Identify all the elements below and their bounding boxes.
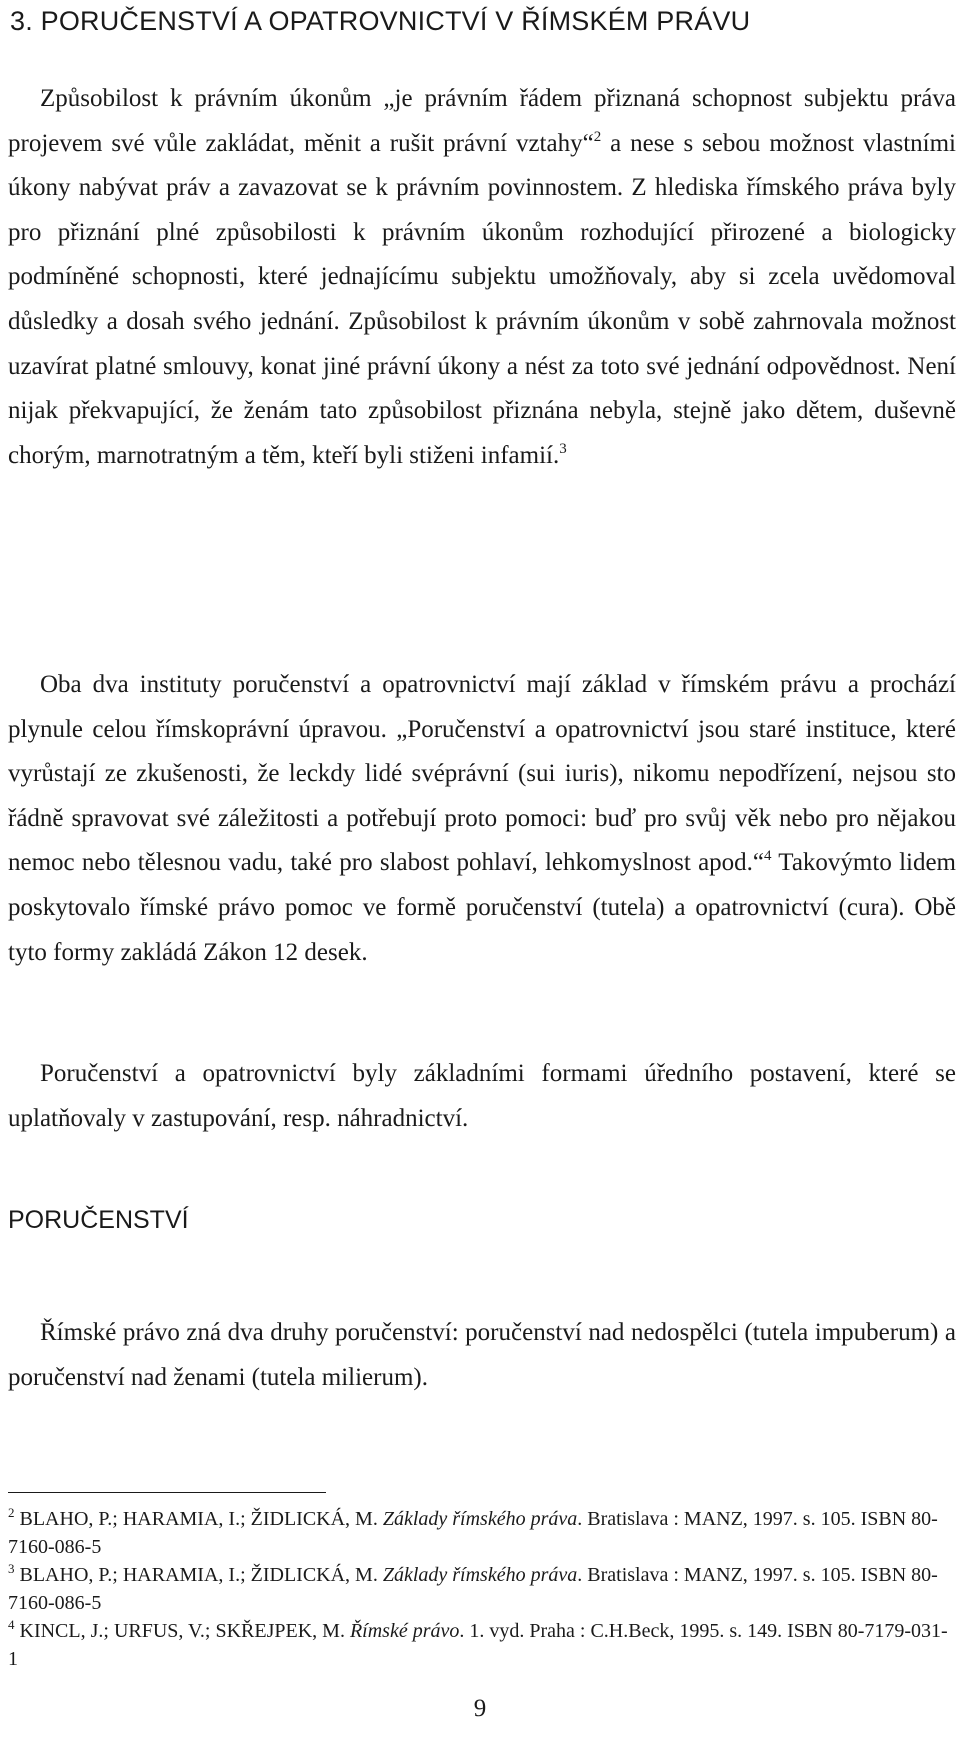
footnote-reference[interactable]: 2 (593, 128, 602, 145)
paragraph-legal-capacity (8, 77, 956, 478)
paragraph-official-position: Poručenství a opatrovnictví byly základními formami úředního postavení, které se uplatňovaly v zastupování, resp. náhradnictví. (8, 1060, 956, 1132)
footnote-authors: BLAHO, P.; HARAMIA, I.; ŽIDLICKÁ, M. (14, 1564, 383, 1586)
footnote-item (8, 1617, 948, 1673)
footnote-details: . 1. vyd. Praha : C.H.Beck, 1995. s. 149. ISBN 80-7179-031-1 (8, 1620, 948, 1670)
footnote-item (8, 1561, 948, 1617)
paragraph-text: Způsobilost k právním úkonům „je právním řádem přiznaná schopnost subjektu práva projevem své vůle zakládat, měnit a rušit právní vztahy“ (8, 85, 956, 157)
footnote-authors: KINCL, J.; URFUS, V.; SKŘEJPEK, M. (14, 1620, 350, 1642)
footnotes (8, 1505, 948, 1673)
paragraph-guardianship-types: Římské právo zná dva druhy poručenství: poručenství nad nedospělci (tutela impuberum) a poručenství nad ženami (tutela milierum). (8, 1319, 956, 1391)
footnote-book-title: Základy římského práva (382, 1564, 578, 1586)
footnote-separator (8, 1492, 326, 1493)
section-heading: PORUČENSTVÍ (8, 1206, 189, 1234)
paragraph-text: a nese s sebou možnost vlastními úkony nabývat práv a zavazovat se k právním povinnostem. Z hlediska římského práva byly pro přiznání plné způsobilosti k právním úkonům rozhodující přirozené a biologicky podmíněné schopnosti, které jednajícímu subjektu umožňovaly, aby si zcela uvědomoval důsledky a dosah svého jednání. Způsobilost k právním úkonům v sobě zahrnovala možnost uzavírat platné smlouvy, konat jiné právní úkony a nést za toto své jednání odpovědnost. Není nijak překvapující, že ženám tato způsobilost přiznána nebyla, stejně jako dětem, duševně chorým, marnotratným a těm, kteří byli stiženi infamií. (8, 129, 957, 469)
footnote-number: 2 (8, 1505, 15, 1520)
footnote-item (8, 1505, 948, 1561)
footnote-book-title: Základy římského práva (382, 1508, 578, 1530)
footnote-authors: BLAHO, P.; HARAMIA, I.; ŽIDLICKÁ, M. (14, 1508, 383, 1530)
footnote-number: 4 (8, 1617, 15, 1632)
footnote-details: . Bratislava : MANZ, 1997. s. 105. ISBN 80-7160-086-5 (8, 1508, 938, 1558)
page-number: 9 (473, 1695, 487, 1722)
footnote-reference[interactable]: 4 (764, 848, 772, 865)
footnote-number: 3 (8, 1561, 15, 1576)
footnote-reference[interactable]: 3 (559, 440, 567, 457)
footnote-details: . Bratislava : MANZ, 1997. s. 105. ISBN 80-7160-086-5 (8, 1564, 938, 1614)
paragraph-text: Takovýmto lidem poskytovalo římské právo pomoc ve formě poručenství (tutela) a opatrovnictví (cura). Obě tyto formy zakládá Zákon 12 desek. (8, 849, 956, 966)
chapter-title: 3. PORUČENSTVÍ A OPATROVNICTVÍ V ŘÍMSKÉM PRÁVU (10, 6, 751, 36)
paragraph-institutes (8, 663, 956, 975)
paragraph-text: Oba dva instituty poručenství a opatrovnictví mají základ v římském právu a prochází plynule celou římskoprávní úpravou. „Poručenství a opatrovnictví jsou staré instituce, které vyrůstají ze zkušenosti, že leckdy lidé svéprávní (sui iuris), nikomu nepodřízení, nejsou sto řádně spravovat své záležitosti a potřebují proto pomoci: buď pro svůj věk nebo pro nějakou nemoc nebo tělesnou vadu, také pro slabost pohlaví, lehkomyslnost apod.“ (8, 671, 956, 877)
footnote-book-title: Římské právo (349, 1620, 460, 1642)
